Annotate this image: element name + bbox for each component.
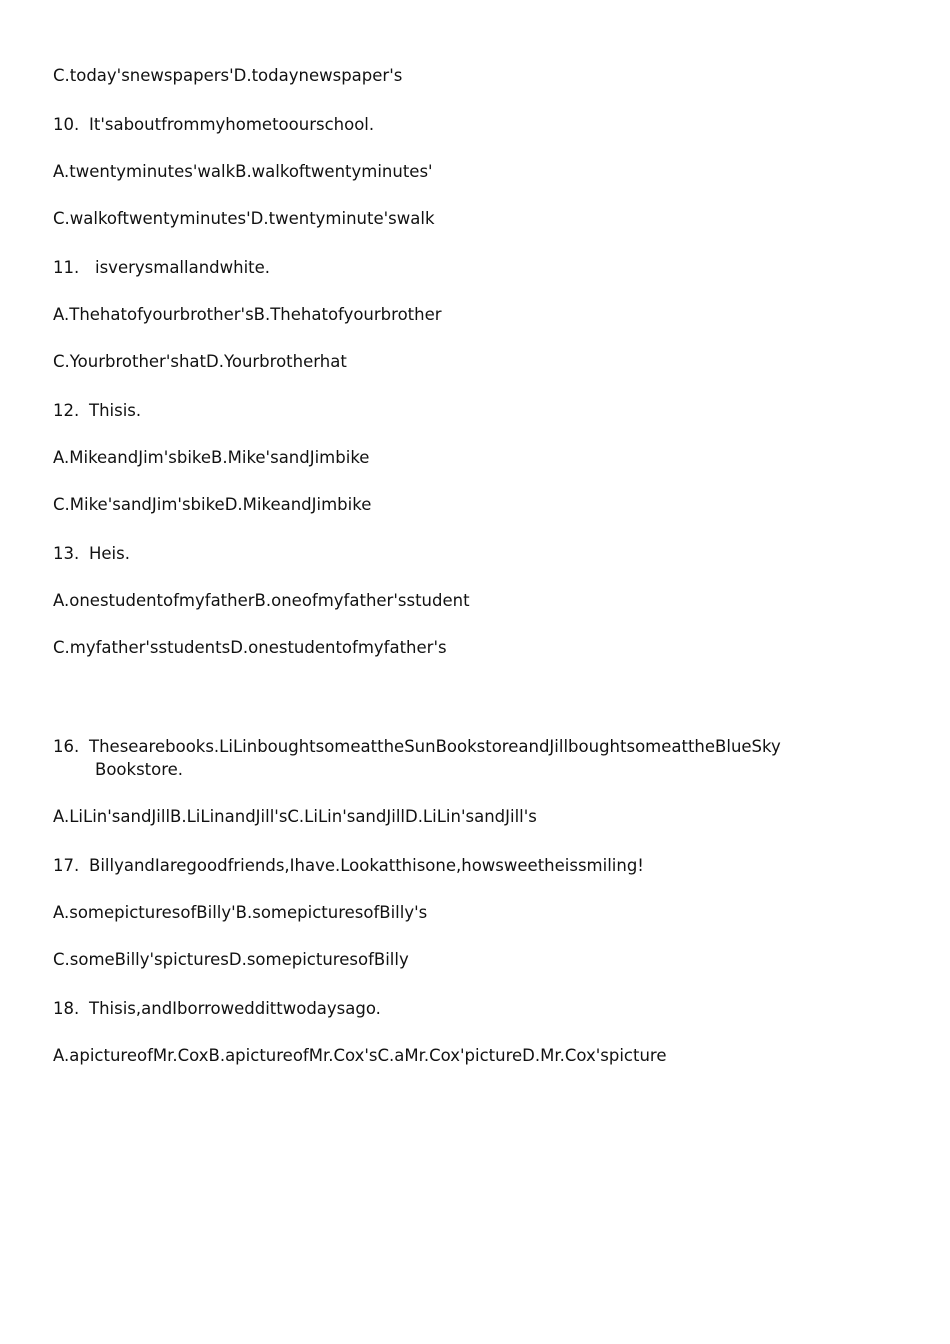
question-text: It'saboutfrommyhometoourschool. — [89, 115, 375, 134]
question-text: BillyandIaregoodfriends,Ihave.Lookatthisone,howsweetheissmiling! — [89, 856, 644, 875]
question-13 — [53, 543, 130, 565]
option-line-17ab: A.somepicturesofBilly'B.somepicturesofBilly's — [53, 903, 428, 922]
question-12 — [53, 400, 141, 422]
question-18 — [53, 998, 381, 1020]
option-line-11ab: A.Thehatofyourbrother'sB.Thehatofyourbrother — [53, 305, 442, 324]
option-line-10ab: A.twentyminutes'walkB.walkoftwentyminutes' — [53, 162, 433, 181]
question-number: 18. — [53, 999, 80, 1018]
option-line-17cd: C.someBilly'spicturesD.somepicturesofBilly — [53, 950, 409, 969]
question-number: 17. — [53, 856, 80, 875]
option-line-11cd: C.Yourbrother'shatD.Yourbrotherhat — [53, 352, 347, 371]
option-line-13ab: A.onestudentofmyfatherB.oneofmyfather'sstudent — [53, 591, 470, 610]
question-number: 16. — [53, 737, 80, 756]
question-number: 11. — [53, 258, 80, 277]
question-number: 12. — [53, 401, 80, 420]
question-number: 13. — [53, 544, 80, 563]
option-line-12cd: C.Mike'sandJim'sbikeD.MikeandJimbike — [53, 495, 372, 514]
option-line-12ab: A.MikeandJim'sbikeB.Mike'sandJimbike — [53, 448, 370, 467]
question-11 — [53, 257, 270, 279]
question-text: Thisis. — [89, 401, 142, 420]
question-16-continuation: Bookstore. — [95, 760, 184, 779]
question-text: Thisis,andIborroweddittwodaysago. — [89, 999, 381, 1018]
question-17 — [53, 855, 644, 877]
question-10 — [53, 114, 374, 136]
option-line-10cd: C.walkoftwentyminutes'D.twentyminute'swalk — [53, 209, 435, 228]
question-text: Thesearebooks.LiLinboughtsomeattheSunBookstoreandJillboughtsomeattheBlueSky — [89, 737, 781, 756]
option-line-16: A.LiLin'sandJillB.LiLinandJill'sC.LiLin'sandJillD.LiLin'sandJill's — [53, 807, 537, 826]
option-line-18: A.apictureofMr.CoxB.apictureofMr.Cox'sC.aMr.Cox'pictureD.Mr.Cox'spicture — [53, 1046, 667, 1065]
question-16 — [53, 736, 781, 758]
question-text: Heis. — [89, 544, 130, 563]
option-line-9cd: C.today'snewspapers'D.todaynewspaper's — [53, 66, 403, 85]
question-text: isverysmallandwhite. — [95, 258, 271, 277]
question-number: 10. — [53, 115, 80, 134]
option-line-13cd: C.myfather'sstudentsD.onestudentofmyfather's — [53, 638, 447, 657]
